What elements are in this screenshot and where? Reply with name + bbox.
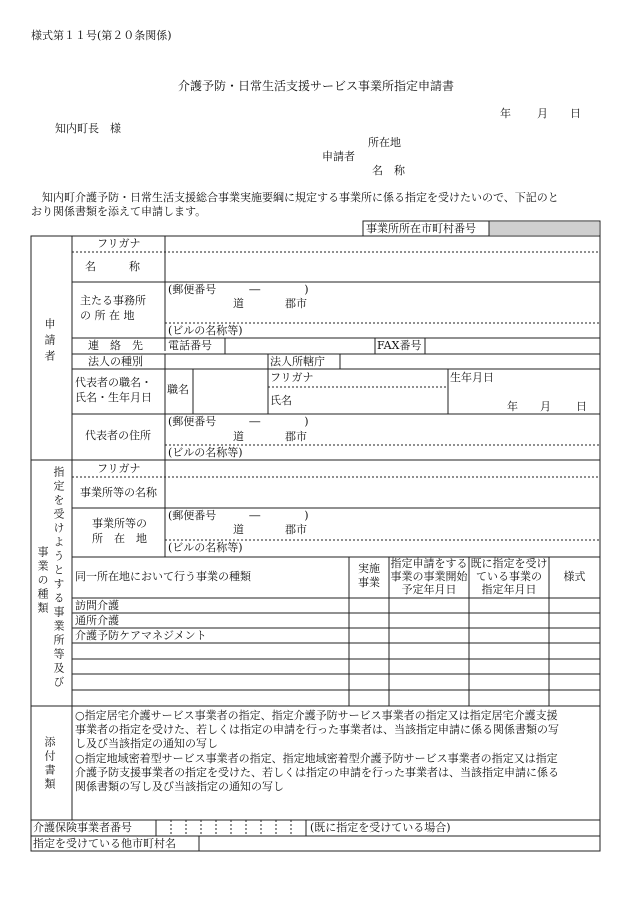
impl-header-1: 実施: [358, 562, 380, 575]
applicant-label: 申請者: [322, 150, 355, 163]
service-row-2: 通所介護: [75, 614, 119, 627]
addressee: 知内町長 様: [55, 122, 121, 135]
style-header: 様式: [563, 570, 586, 583]
fax-label: FAX番号: [377, 339, 422, 352]
rep-name-label: 氏名: [270, 394, 292, 407]
existing-header-1: 既に指定を受け: [470, 557, 548, 570]
birth-label: 生年月日: [450, 371, 494, 384]
attachment-2-line-2: 介護予防支援事業者の指定を受けた、若しくは指定の申請を行った事業者は、当該指定申請に係る: [75, 766, 559, 779]
rep-address-gun: 郡市: [285, 430, 307, 443]
date-month: 月: [537, 107, 548, 120]
office-address-label-1: 事業所等の: [92, 517, 147, 530]
rep-address-postal: (郵便番号 ― ): [168, 415, 309, 428]
attachment-2-line-3: 関係書類の写し及び当該指定の通知の写し: [75, 780, 284, 793]
main-office-building: (ビルの名称等): [168, 324, 243, 337]
applicant-name-field-label: 名 称: [85, 260, 140, 273]
corp-type-label: 法人の種別: [88, 355, 143, 368]
existing-header-2: ている事業の: [476, 570, 542, 583]
date-year: 年: [500, 107, 511, 120]
main-office-label-1: 主たる事務所: [80, 294, 146, 307]
intro-line-2: おり関係書類を添えて申請します。: [31, 205, 207, 218]
date-day: 日: [570, 107, 581, 120]
start-header-2: 事業の事業開始: [390, 570, 468, 583]
office-building: (ビルの名称等): [168, 541, 243, 554]
rep-address-label: 代表者の住所: [85, 429, 151, 442]
attachment-1-line-1: ○指定居宅介護サービス事業者の指定、指定介護予防サービス事業者の指定又は指定居宅介護支援: [75, 709, 558, 722]
applicant-furigana-label: フリガナ: [97, 237, 141, 250]
birth-month: 月: [540, 400, 551, 413]
attachment-2-line-1: ○指定地域密着型サービス事業者の指定、指定地域密着型介護予防サービス事業者の指定又は指定: [75, 752, 558, 765]
office-furigana-label: フリガナ: [97, 462, 141, 475]
birth-day: 日: [576, 400, 587, 413]
service-row-3: 介護予防ケアマネジメント: [75, 629, 207, 642]
attachment-1-line-2: 事業者の指定を受けた、若しくは指定の申請を行った事業者は、当該指定申請に係る関係書類の写: [75, 723, 559, 736]
office-gun: 郡市: [285, 523, 307, 536]
rep-title-label: 職名: [167, 383, 189, 396]
form-number: 様式第１１号(第２０条関係): [31, 29, 172, 42]
corp-office-label: 法人所轄庁: [270, 355, 325, 368]
applicant-name-label: 名 称: [372, 164, 405, 177]
main-office-postal: (郵便番号 ― ): [168, 283, 309, 296]
phone-label: 電話番号: [168, 339, 212, 352]
start-header-3: 予定年月日: [401, 583, 457, 596]
main-office-gun: 郡市: [285, 297, 307, 310]
main-office-label-2: の 所 在 地: [80, 309, 135, 322]
existing-header-3: 指定年月日: [481, 583, 537, 596]
municipality-number-label: 事業所所在市町村番号: [366, 222, 476, 235]
birth-year: 年: [507, 400, 518, 413]
office-postal: (郵便番号 ― ): [168, 509, 309, 522]
services-header: 同一所在地において行う事業の種類: [75, 570, 251, 583]
applicant-section-label: 申請者: [43, 318, 56, 366]
rep-address-building: (ビルの名称等): [168, 446, 243, 459]
office-address-label-2: 所 在 地: [92, 532, 147, 545]
other-municipality-label: 指定を受けている他市町村名: [33, 837, 176, 850]
main-office-do: 道: [233, 297, 244, 310]
representative-label-2: 氏名・生年月日: [75, 391, 152, 404]
intro-line-1: 知内町介護予防・日常生活支援総合事業実施要綱に規定する事業所に係る指定を受けたいので、下記のと: [31, 191, 559, 204]
insurance-number-label: 介護保険事業者番号: [33, 821, 132, 834]
attachments-label: 添付書類: [43, 736, 56, 792]
rep-furigana-label: フリガナ: [270, 371, 314, 384]
rep-address-do: 道: [233, 430, 244, 443]
service-row-1: 訪問介護: [75, 599, 119, 612]
office-name-label: 事業所等の名称: [80, 486, 157, 499]
contact-label: 連 絡 先: [88, 339, 143, 352]
start-header-1: 指定申請をする: [390, 557, 468, 570]
insurance-number-note: (既に指定を受けている場合): [310, 821, 451, 834]
impl-header-2: 事業: [358, 576, 380, 589]
attachment-1-line-3: し及び当該指定の通知の写し: [75, 737, 218, 750]
office-section-label-left: 事業の種類: [36, 546, 49, 616]
page-title: 介護予防・日常生活支援サービス事業所指定申請書: [178, 79, 455, 93]
office-section-label-right: 指定を受けようとする事業所等及び: [52, 466, 65, 690]
office-do: 道: [233, 523, 244, 536]
representative-label-1: 代表者の職名・: [75, 376, 152, 389]
applicant-address-label: 所在地: [368, 136, 401, 149]
